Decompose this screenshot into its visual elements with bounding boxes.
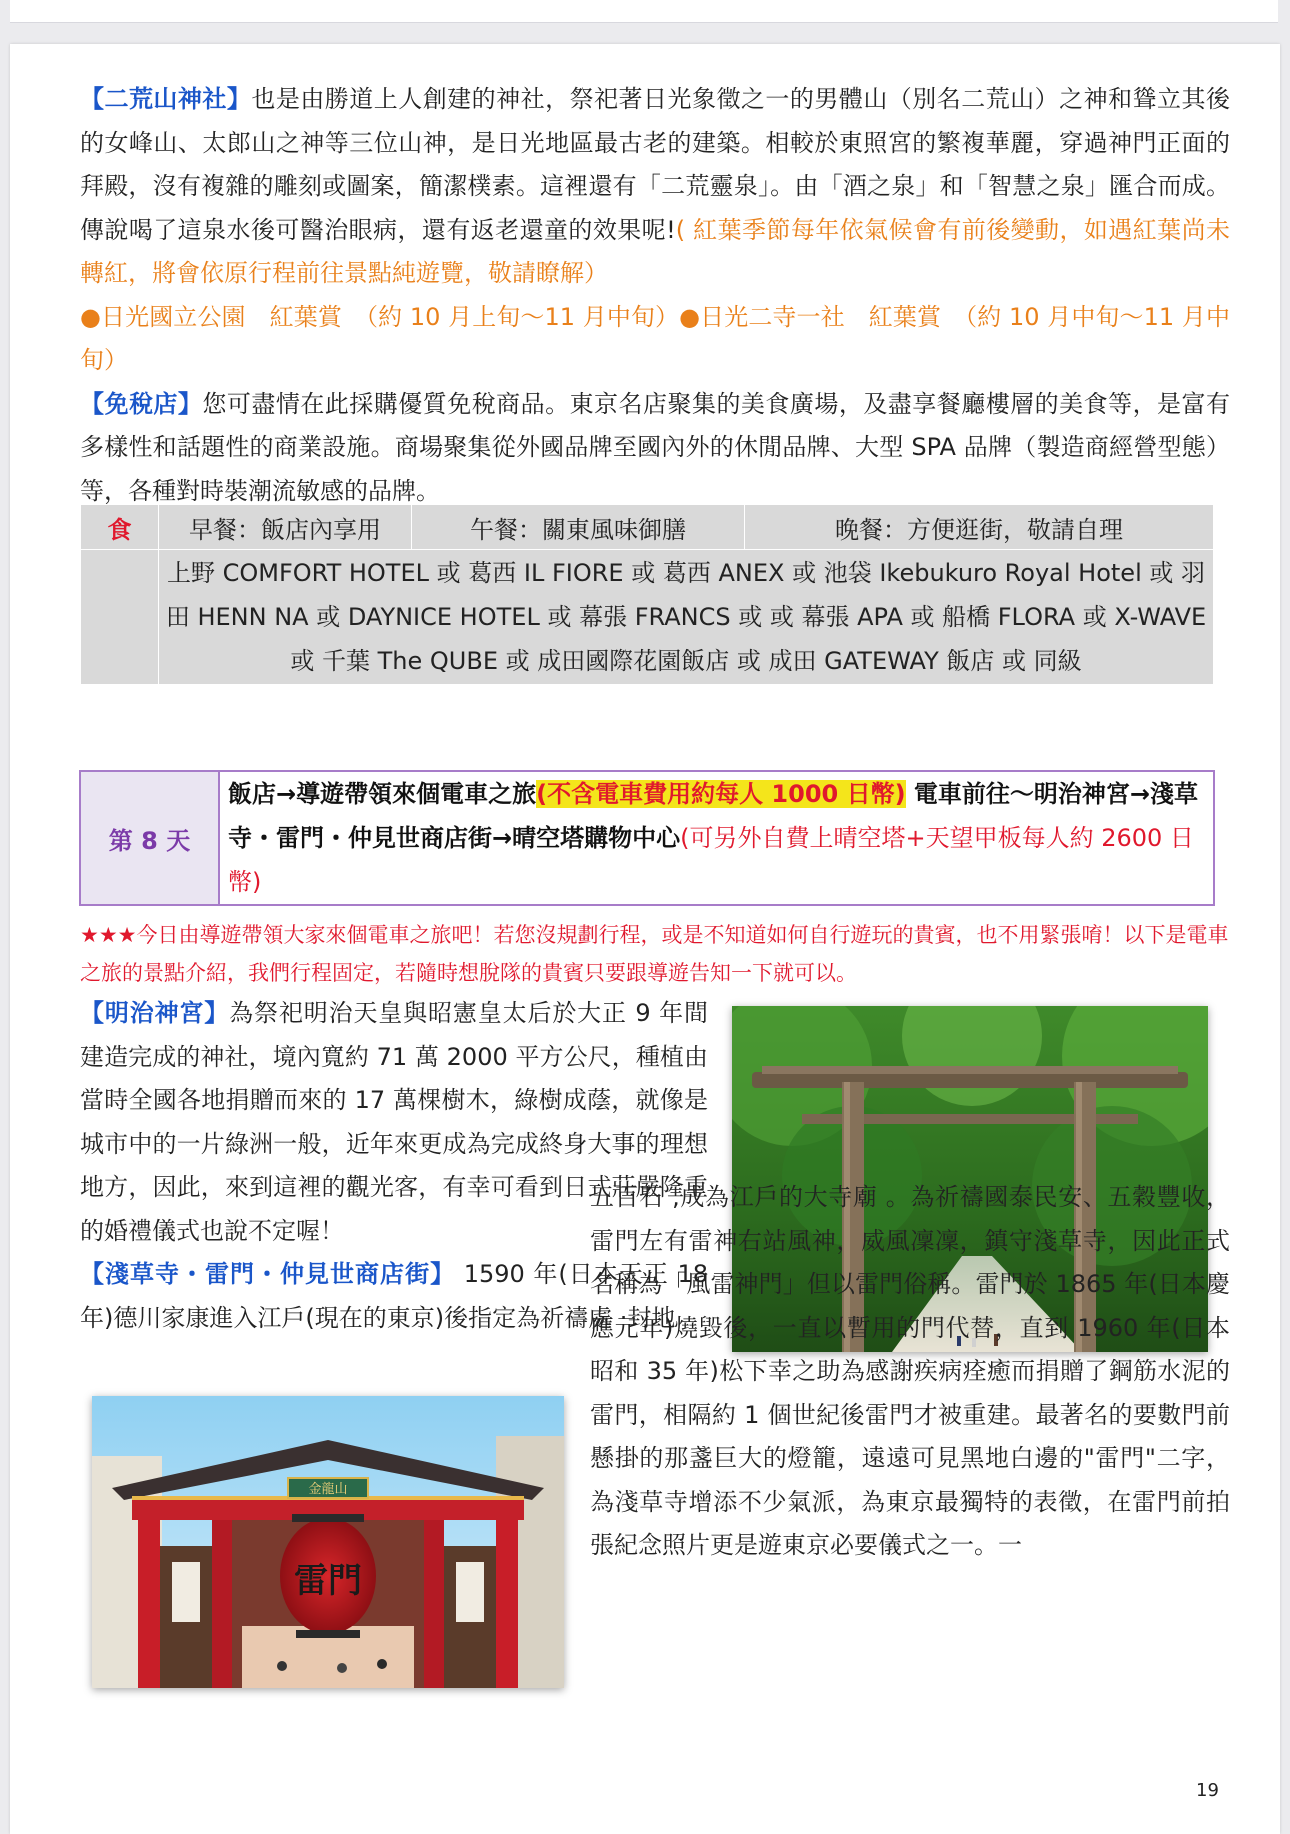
bullet-dot-icon: ●	[679, 302, 701, 331]
day8-route-start: 飯店→導遊帶領來個電車之旅	[228, 780, 537, 808]
dinner-cell: 晚餐：方便逛街，敬請自理	[745, 505, 1214, 550]
kaminarimon-image	[92, 1396, 564, 1688]
hotels-header-blank	[81, 550, 159, 685]
dutyfree-paragraph	[80, 383, 1230, 514]
day8-route-stops: 電車前往～明治神宮→淺草寺・雷門・仲見世商店街→晴空塔購物中心	[228, 780, 1199, 852]
hotels-cell: 上野 COMFORT HOTEL 或 葛西 IL FIORE 或 葛西 ANEX 或 池袋 Ikebukuro Royal Hotel 或 羽田 HENN NA 或 DAYNICE HOTEL 或 幕張 FRANCS 或 或 幕張 APA 或 船橋 FLORA 或 X-WAVE 或 千葉 The QUBE 或 成田國際花園飯店 或 成田 GATEWAY 飯店 或 同級	[159, 550, 1214, 685]
asakusa-paragraph-continued: 五百石 ,成為江戶的大寺廟 。為祈禱國泰民安、五穀豐收，雷門左有雷神右站風神，威風凜凜，鎮守淺草寺，因此正式名稱為「風雷神門」但以雷門俗稱。雷門於 1865 年(日本慶應元年)燒毀後，一直以暫用的門代替，直到 1960 年(日本昭和 35 年)松下幸之助為感謝疾病痊癒而捐贈了鋼筋水泥的雷門，相隔約 1 個世紀後雷門才被重建。最著名的要數門前懸掛的那盞巨大的燈籠，遠遠可見黑地白邊的"雷門"二字，為淺草寺增添不少氣派，為東京最獨特的表徵，在雷門前拍張紀念照片更是遊東京必要儀式之一。一	[590, 1183, 1230, 1559]
train-tour-notice	[80, 916, 1230, 992]
asakusa-title: 【淺草寺・雷門・仲見世商店街】	[80, 1260, 456, 1288]
lunch-cell: 午餐：關東風味御膳	[412, 505, 745, 550]
foliage-park: 日光國立公園 紅葉賞 （約 10 月上旬～11 月中旬）	[101, 302, 680, 331]
meiji-body: 為祭祀明治天皇與昭憲皇太后於大正 9 年間建造完成的神社，境內寬約 71 萬 2000 平方公尺，種植由當時全國各地捐贈而來的 17 萬棵樹木，綠樹成蔭，就像是城市中的一片綠洲一般，近年來更成為完成終身大事的理想地方，因此，來到這裡的觀光客，有幸可看到日式莊嚴隆重的婚禮儀式也說不定喔！	[80, 999, 708, 1245]
train-fare-highlight: (不含電車費用約每人 1000 日幣)	[536, 780, 906, 808]
asakusa-section	[590, 1176, 1230, 1568]
day8-row	[80, 771, 1214, 905]
futarasan-section	[80, 78, 1230, 513]
page-number: 19	[1196, 1780, 1219, 1801]
day8-header-table	[79, 770, 1215, 906]
meals-row	[81, 505, 1214, 550]
kaminarimon-photo	[92, 1396, 564, 1688]
futarasan-title: 【二荒山神社】	[80, 85, 252, 113]
dutyfree-title: 【免稅店】	[80, 389, 203, 418]
previous-page-edge	[10, 0, 1278, 23]
skytree-optional-note: (可另外自費上晴空塔+天望甲板每人約 2600 日幣)	[228, 824, 1194, 896]
gate-plaque-text: 金龍山	[308, 1482, 348, 1497]
meals-header: 食	[81, 505, 159, 550]
asakusa-body-start: 1590 年(日本天正 18 年)德川家康進入江戶(現在的東京)後指定為祈禱處 ·封地	[80, 1260, 708, 1332]
meiji-title: 【明治神宮】	[80, 999, 230, 1027]
day8-route	[219, 771, 1214, 905]
dutyfree-body: 您可盡情在此採購優質免稅商品。東京名店聚集的美食廣場，及盡享餐廳樓層的美食等，是富有多樣性和話題性的商業設施。商場聚集從外國品牌至國內外的休閒品牌、大型 SPA 品牌（製造商經營型態）等，各種對時裝潮流敏感的品牌。	[80, 389, 1231, 505]
hotels-row	[81, 550, 1214, 685]
bullet-dot-icon: ●	[80, 302, 102, 331]
stars-icon: ★★★	[80, 923, 137, 947]
foliage-temples: 日光二寺一社 紅葉賞 （約 10 月中旬～11 月中旬）	[80, 302, 1230, 374]
foliage-weather-note: ( 紅葉季節每年依氣候會有前後變動，如遇紅葉尚未轉紅，將會依原行程前往景點純遊覽，敬請瞭解）	[80, 215, 1230, 287]
meals-hotels-table	[80, 504, 1214, 685]
document-page	[10, 44, 1280, 1834]
foliage-schedule	[80, 296, 1230, 383]
notice-text: 今日由導遊帶領大家來個電車之旅吧！若您沒規劃行程，或是不知道如何自行遊玩的貴賓，也不用緊張唷！以下是電車之旅的景點介紹，我們行程固定，若隨時想脫隊的貴賓只要跟導遊告知一下就可以。	[80, 923, 1229, 985]
lantern-text: 雷門	[294, 1561, 362, 1601]
futarasan-paragraph	[80, 78, 1230, 296]
breakfast-cell: 早餐：飯店內享用	[159, 505, 412, 550]
day8-label: 第 8 天	[80, 771, 219, 905]
futarasan-body: 也是由勝道上人創建的神社，祭祀著日光象徵之一的男體山（別名二荒山）之神和聳立其後的女峰山、太郎山之神等三位山神，是日光地區最古老的建築。相較於東照宮的繁複華麗，穿過神門正面的拜殿，沒有複雜的雕刻或圖案，簡潔樸素。這裡還有「二荒靈泉」。由「酒之泉」和「智慧之泉」匯合而成。傳說喝了這泉水後可醫治眼病，還有返老還童的效果呢!	[80, 85, 1231, 244]
